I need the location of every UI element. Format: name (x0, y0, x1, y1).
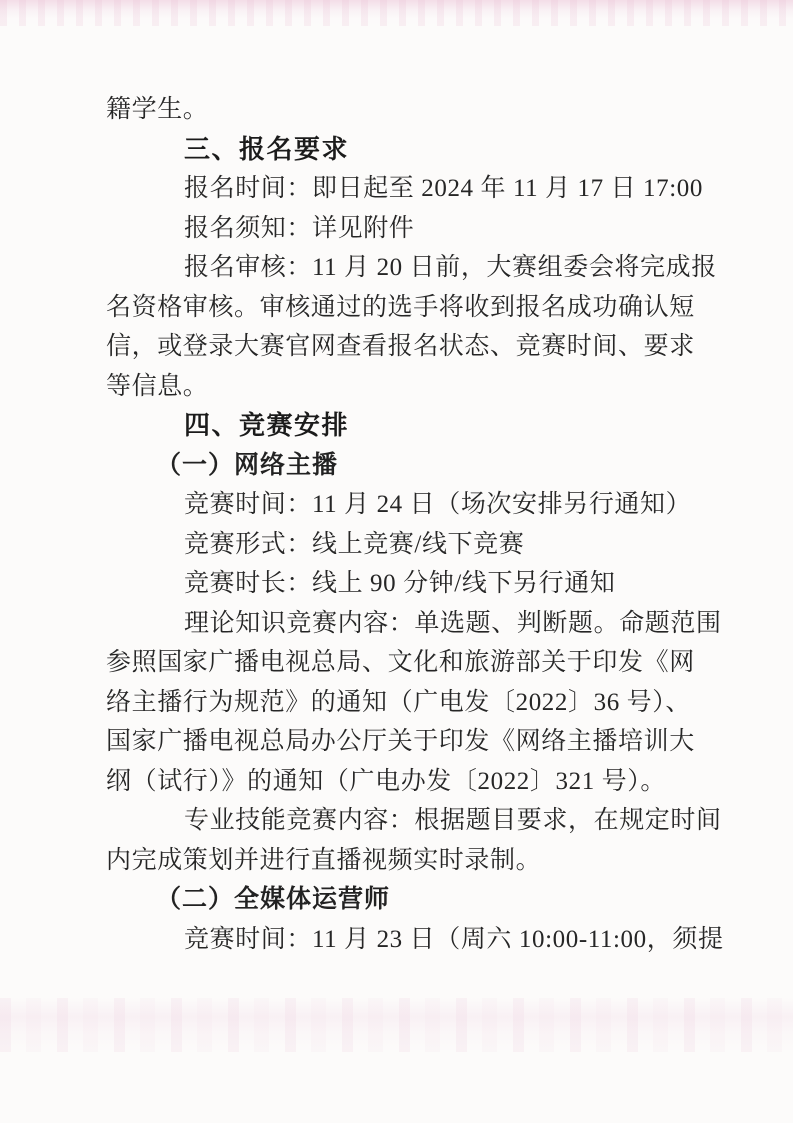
document-line: 专业技能竞赛内容：根据题目要求，在规定时间 (184, 807, 722, 834)
document-line: 竞赛时长：线上 90 分钟/线下另行通知 (184, 570, 616, 597)
document-line: 竞赛时间：11 月 23 日（周六 10:00-11:00，须提 (184, 925, 724, 953)
document-line: （一）网络主播 (156, 451, 339, 479)
document-line: 三、报名要求 (184, 133, 350, 164)
document-line: 等信息。 (106, 372, 209, 400)
document-line: 内完成策划并进行直播视频实时录制。 (106, 846, 542, 874)
document-line: 理论知识竞赛内容：单选题、判断题。命题范围 (184, 609, 722, 637)
document-line: 竞赛时间：11 月 24 日（场次安排另行通知） (184, 491, 692, 518)
scan-artifact-top (0, 0, 793, 26)
document-line: 纲（试行）》的通知（广电办发〔2022〕321 号）。 (106, 767, 666, 795)
document-line: 报名须知：详见附件 (184, 214, 415, 242)
document-line: 名资格审核。审核通过的选手将收到报名成功确认短 (106, 293, 695, 321)
document-line: 报名审核：11 月 20 日前，大赛组委会将完成报 (184, 254, 717, 281)
scan-artifact-bottom (0, 998, 793, 1052)
document-line: 络主播行为规范》的通知（广电发〔2022〕36 号）、 (106, 688, 691, 716)
document-line: （二）全媒体运营师 (156, 886, 391, 913)
document-line: 四、竞赛安排 (184, 410, 350, 440)
document-body (106, 90, 724, 959)
document-line: 信，或登录大赛官网查看报名状态、竞赛时间、要求 (106, 333, 695, 360)
document-line: 报名时间：即日起至 2024 年 11 月 17 日 17:00 (184, 175, 703, 202)
document-line: 参照国家广播电视总局、文化和旅游部关于印发《网 (106, 649, 695, 676)
document-line: 国家广播电视总局办公厅关于印发《网络主播培训大 (106, 728, 695, 755)
document-line: 籍学生。 (106, 96, 209, 123)
document-line: 竞赛形式：线上竞赛/线下竞赛 (184, 530, 525, 558)
